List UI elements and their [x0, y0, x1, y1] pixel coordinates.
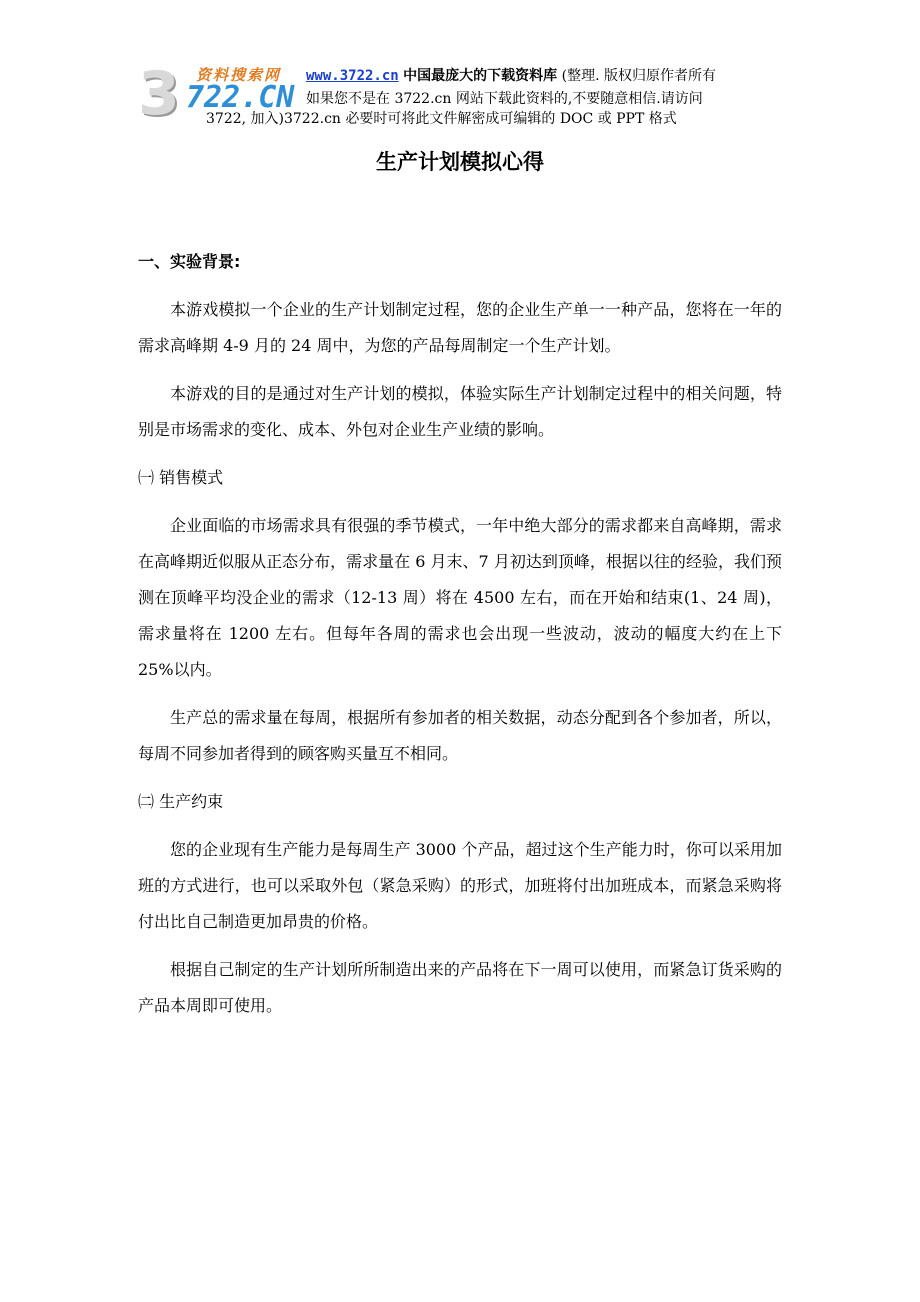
header-line-2: 如果您不是在 3722.cn 网站下载此资料的,不要随意相信.请访问 — [306, 91, 703, 107]
paragraph: 根据自己制定的生产计划所所制造出来的产品将在下一周可以使用，而紧急订货采购的产品本周即可使用。 — [138, 960, 782, 1015]
site-logo-tagline: 资料搜索网 — [196, 66, 282, 84]
header-line-1 — [306, 66, 716, 86]
subsection-heading-sales-model: ㈠ 销售模式 — [138, 468, 224, 487]
paragraph: 本游戏的目的是通过对生产计划的模拟，体验实际生产计划制定过程中的相关问题，特别是市场需求的变化、成本、外包对企业生产业绩的影响。 — [138, 384, 782, 439]
site-slogan: 中国最庞大的下载资料库 — [403, 68, 558, 84]
subsection-heading-production-constraints: ㈡ 生产约束 — [138, 792, 224, 811]
paragraph: 您的企业现有生产能力是每周生产 3000 个产品，超过这个生产能力时，你可以采用加班的方式进行，也可以采取外包（紧急采购）的形式，加班将付出加班成本，而紧急采购将付出比自己制造更加昂贵的价格。 — [138, 840, 782, 931]
header-copyright-note: (整理. 版权归原作者所有 — [561, 68, 716, 84]
section-heading-background: 一、实验背景: — [138, 252, 241, 271]
document-body — [138, 244, 782, 1024]
site-url-link[interactable]: www.3722.cn — [306, 68, 399, 84]
paragraph: 本游戏模拟一个企业的生产计划制定过程，您的企业生产单一一种产品，您将在一年的需求高峰期 4-9 月的 24 周中，为您的产品每周制定一个生产计划。 — [138, 300, 782, 355]
site-logo-domain: 722.CN — [186, 80, 295, 115]
paragraph: 生产总的需求量在每周，根据所有参加者的相关数据，动态分配到各个参加者，所以，每周不同参加者得到的顾客购买量互不相同。 — [138, 708, 782, 763]
document-title: 生产计划模拟心得 — [376, 150, 544, 174]
site-logo-number: 3 — [138, 59, 178, 129]
document-header — [138, 59, 788, 132]
header-line-3: 3722, 加入)3722.cn 必要时可将此文件解密成可编辑的 DOC 或 PPT 格式 — [206, 111, 677, 127]
paragraph: 企业面临的市场需求具有很强的季节模式，一年中绝大部分的需求都来自高峰期，需求在高峰期近似服从正态分布，需求量在 6 月末、7 月初达到顶峰，根据以往的经验，我们预测在顶峰平均没企业的需求（12-13 周）将在 4500 左右，而在开始和结束(1、24 周)，需求量将在 1200 左右。但每年各周的需求也会出现一些波动，波动的幅度大约在上下 25%以内。 — [138, 516, 782, 679]
